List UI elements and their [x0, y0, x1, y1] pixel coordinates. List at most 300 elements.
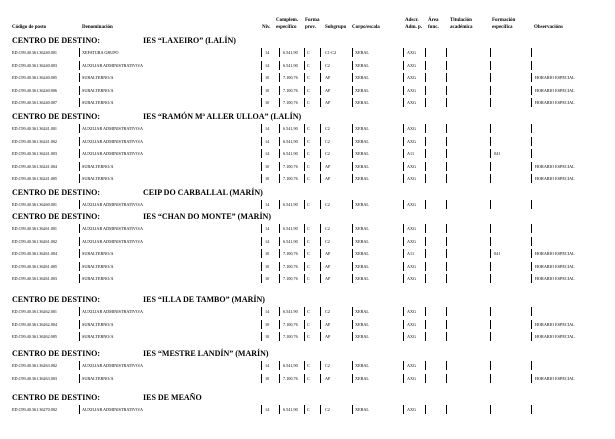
- header-codigo: Código de posto: [12, 25, 47, 30]
- observacions-cell: HORARIO ESPECIAL: [535, 263, 575, 269]
- column-divider: [403, 162, 404, 171]
- column-divider: [425, 86, 426, 95]
- table-row: [0, 61, 615, 70]
- column-divider: [403, 48, 404, 57]
- column-divider: [320, 61, 321, 70]
- corpo-cell: XERAL: [355, 176, 369, 181]
- corpo-cell: XERAL: [355, 321, 369, 327]
- column-divider: [261, 262, 262, 271]
- column-divider: [79, 405, 80, 414]
- column-divider: [320, 224, 321, 233]
- column-divider: [261, 124, 262, 133]
- column-divider: [352, 320, 353, 329]
- column-divider: [490, 73, 491, 82]
- codigo-cell: ED.C99.40.361.36240.003: [12, 62, 58, 68]
- column-divider: [531, 361, 532, 370]
- complem-cell: 6.541,90: [283, 363, 298, 368]
- corpo-cell: XERAL: [355, 375, 369, 381]
- column-divider: [352, 174, 353, 183]
- corpo-cell: XERAL: [355, 263, 369, 269]
- forma-cell: C: [307, 138, 310, 144]
- subgrupo-cell: AP: [325, 75, 331, 80]
- forma-cell: C: [307, 363, 310, 368]
- center-name: IES “RAMÓN Mª ALLER ULLOA” (LALÍN): [143, 112, 302, 121]
- adscr-cell: AXG: [407, 75, 417, 80]
- column-divider: [403, 73, 404, 82]
- column-divider: [279, 174, 280, 183]
- column-divider: [446, 274, 447, 283]
- column-divider: [403, 200, 404, 209]
- column-divider: [446, 237, 447, 246]
- codigo-cell: ED.C99.40.361.36262.004: [12, 321, 58, 327]
- column-divider: [352, 98, 353, 107]
- center-name: IES “LAXEIRO” (LALÍN): [143, 36, 236, 45]
- subgrupo-cell: AP: [325, 276, 331, 281]
- column-divider: [79, 124, 80, 133]
- column-divider: [446, 200, 447, 209]
- column-divider: [304, 274, 305, 283]
- table-row: [0, 405, 615, 414]
- complem-cell: 7.100,76: [283, 263, 298, 269]
- observacions-cell: HORARIO ESPECIAL: [535, 334, 575, 339]
- adscr-cell: A11: [407, 251, 415, 256]
- column-divider: [304, 124, 305, 133]
- complem-cell: 7.100,76: [283, 87, 298, 93]
- column-divider: [490, 320, 491, 329]
- nivel-cell: 14: [265, 407, 270, 412]
- header-adscr: Adscr.: [405, 18, 419, 23]
- column-divider: [425, 405, 426, 414]
- column-divider: [79, 320, 80, 329]
- observacions-cell: HORARIO ESPECIAL: [535, 100, 575, 105]
- nivel-cell: 14: [265, 226, 270, 231]
- column-divider: [320, 405, 321, 414]
- complem-cell: 7.100,76: [283, 321, 298, 327]
- codigo-cell: ED.C99.40.361.36261.001: [12, 226, 58, 231]
- adscr-cell: AXG: [407, 100, 417, 105]
- nivel-cell: 14: [265, 62, 270, 68]
- table-row: [0, 320, 615, 329]
- column-divider: [425, 332, 426, 341]
- adscr-cell: AXG: [407, 163, 417, 169]
- column-divider: [261, 162, 262, 171]
- column-divider: [531, 98, 532, 107]
- formacion-cell: 041: [494, 251, 501, 256]
- denominacion-cell: SUBALTERNO/A: [82, 100, 114, 105]
- column-divider: [446, 174, 447, 183]
- column-divider: [320, 320, 321, 329]
- column-divider: [352, 86, 353, 95]
- column-divider: [352, 361, 353, 370]
- center-name: IES DE MEAÑO: [143, 393, 202, 402]
- column-divider: [490, 61, 491, 70]
- column-divider: [304, 48, 305, 57]
- complem-cell: 6.541,90: [283, 309, 298, 314]
- denominacion-cell: AUXILIAR ADMINISTRATIVO/A: [82, 238, 144, 244]
- column-divider: [490, 224, 491, 233]
- subgrupo-cell: AP: [325, 321, 331, 327]
- column-divider: [279, 361, 280, 370]
- codigo-cell: ED.C99.40.361.36241.001: [12, 126, 58, 131]
- column-divider: [446, 249, 447, 258]
- table-row: [0, 332, 615, 341]
- column-divider: [531, 405, 532, 414]
- column-divider: [490, 149, 491, 158]
- column-divider: [279, 73, 280, 82]
- column-divider: [446, 361, 447, 370]
- table-row: [0, 249, 615, 258]
- codigo-cell: ED.C99.40.361.36261.003: [12, 276, 58, 281]
- corpo-cell: XERAL: [355, 151, 369, 156]
- column-divider: [446, 405, 447, 414]
- nivel-cell: 14: [265, 309, 270, 314]
- table-row: [0, 307, 615, 316]
- column-divider: [304, 174, 305, 183]
- column-divider: [79, 200, 80, 209]
- column-divider: [279, 405, 280, 414]
- forma-cell: C: [307, 276, 310, 281]
- denominacion-cell: AUXILIAR ADMINISTRATIVO/A: [82, 407, 144, 412]
- subgrupo-cell: AP: [325, 334, 331, 339]
- column-divider: [490, 237, 491, 246]
- column-divider: [320, 274, 321, 283]
- complem-cell: 6.541,90: [283, 151, 298, 156]
- column-divider: [304, 361, 305, 370]
- column-divider: [490, 274, 491, 283]
- center-label: CENTRO DE DESTINO:: [12, 295, 101, 304]
- nivel-cell: 10: [265, 163, 270, 169]
- subgrupo-cell: AP: [325, 375, 331, 381]
- column-divider: [403, 86, 404, 95]
- denominacion-cell: AUXILIAR ADMINISTRATIVO/A: [82, 363, 144, 368]
- column-divider: [352, 274, 353, 283]
- header-nivel: Niv.: [262, 25, 271, 30]
- column-divider: [490, 124, 491, 133]
- codigo-cell: ED.C99.40.361.36263.003: [12, 375, 58, 381]
- nivel-cell: 14: [265, 126, 270, 131]
- observacions-cell: HORARIO ESPECIAL: [535, 75, 575, 80]
- column-divider: [320, 262, 321, 271]
- column-divider: [352, 249, 353, 258]
- complem-cell: 6.541,90: [283, 62, 298, 68]
- denominacion-cell: SUBALTERNO/A: [82, 75, 114, 80]
- corpo-cell: XERAL: [355, 202, 369, 207]
- column-divider: [352, 307, 353, 316]
- column-divider: [304, 237, 305, 246]
- column-divider: [425, 98, 426, 107]
- column-divider: [304, 320, 305, 329]
- adscr-cell: AXG: [407, 407, 417, 412]
- column-divider: [403, 124, 404, 133]
- column-divider: [261, 274, 262, 283]
- complem-cell: 6.541,90: [283, 126, 298, 131]
- column-divider: [403, 98, 404, 107]
- column-divider: [531, 174, 532, 183]
- column-divider: [531, 86, 532, 95]
- column-divider: [304, 86, 305, 95]
- corpo-cell: XERAL: [355, 251, 369, 256]
- center-label: CENTRO DE DESTINO:: [12, 393, 101, 402]
- table-row: [0, 86, 615, 95]
- column-divider: [531, 274, 532, 283]
- corpo-cell: XERAL: [355, 309, 369, 314]
- column-divider: [425, 262, 426, 271]
- column-divider: [446, 86, 447, 95]
- corpo-cell: XERAL: [355, 163, 369, 169]
- table-row: [0, 274, 615, 283]
- nivel-cell: 10: [265, 176, 270, 181]
- header-forma: Forma: [305, 18, 320, 23]
- column-divider: [352, 332, 353, 341]
- column-divider: [261, 332, 262, 341]
- denominacion-cell: AUXILIAR ADMINISTRATIVO/A: [82, 138, 144, 144]
- codigo-cell: ED.C99.40.361.36261.005: [12, 263, 58, 269]
- forma-cell: C: [307, 75, 310, 80]
- column-divider: [320, 137, 321, 146]
- corpo-cell: XERAL: [355, 276, 369, 281]
- adscr-cell: AXG: [407, 375, 417, 381]
- column-divider: [279, 262, 280, 271]
- column-divider: [446, 73, 447, 82]
- column-divider: [531, 124, 532, 133]
- header-adm: Adm. p.: [405, 25, 423, 30]
- forma-cell: C: [307, 87, 310, 93]
- forma-cell: C: [307, 62, 310, 68]
- nivel-cell: 10: [265, 75, 270, 80]
- column-divider: [79, 149, 80, 158]
- column-divider: [279, 162, 280, 171]
- column-divider: [490, 332, 491, 341]
- column-divider: [320, 332, 321, 341]
- header-titulacion: Titulación: [450, 18, 472, 23]
- column-divider: [261, 48, 262, 57]
- corpo-cell: XERAL: [355, 363, 369, 368]
- column-divider: [320, 237, 321, 246]
- column-divider: [531, 200, 532, 209]
- adscr-cell: AXG: [407, 309, 417, 314]
- column-divider: [490, 361, 491, 370]
- header-denominacion: Denominación: [82, 25, 113, 30]
- table-row: [0, 149, 615, 158]
- column-divider: [490, 405, 491, 414]
- codigo-cell: ED.C99.40.361.36270.002: [12, 407, 58, 412]
- table-row: [0, 124, 615, 133]
- column-divider: [490, 162, 491, 171]
- forma-cell: C: [307, 202, 310, 207]
- column-divider: [352, 262, 353, 271]
- column-divider: [352, 124, 353, 133]
- column-divider: [320, 200, 321, 209]
- center-label: CENTRO DE DESTINO:: [12, 212, 101, 221]
- center-label: CENTRO DE DESTINO:: [12, 349, 101, 358]
- nivel-cell: 10: [265, 334, 270, 339]
- codigo-cell: ED.C99.40.361.36240.001: [12, 50, 58, 55]
- header-subgrupo: Subgrupo: [325, 25, 347, 30]
- adscr-cell: AXG: [407, 62, 417, 68]
- header-academica: académica: [450, 25, 473, 30]
- header-especifico: específico: [276, 25, 297, 30]
- nivel-cell: 10: [265, 100, 270, 105]
- column-divider: [425, 61, 426, 70]
- adscr-cell: A11: [407, 151, 415, 156]
- column-divider: [79, 361, 80, 370]
- corpo-cell: XERAL: [355, 50, 369, 55]
- column-divider: [446, 137, 447, 146]
- denominacion-cell: AUXILIAR ADMINISTRATIVO/A: [82, 202, 144, 207]
- column-divider: [425, 162, 426, 171]
- column-divider: [304, 262, 305, 271]
- adscr-cell: AXG: [407, 126, 417, 131]
- observacions-cell: HORARIO ESPECIAL: [535, 321, 575, 327]
- column-divider: [352, 48, 353, 57]
- denominacion-cell: AUXILIAR ADMINISTRATIVO/A: [82, 309, 144, 314]
- column-divider: [403, 174, 404, 183]
- column-divider: [425, 200, 426, 209]
- column-divider: [531, 320, 532, 329]
- column-divider: [279, 332, 280, 341]
- subgrupo-cell: AP: [325, 263, 331, 269]
- column-divider: [261, 361, 262, 370]
- column-divider: [531, 61, 532, 70]
- corpo-cell: XERAL: [355, 100, 369, 105]
- forma-cell: C: [307, 375, 310, 381]
- complem-cell: 7.100,76: [283, 334, 298, 339]
- adscr-cell: AXG: [407, 87, 417, 93]
- forma-cell: C: [307, 226, 310, 231]
- codigo-cell: ED.C99.40.361.36240.007: [12, 100, 58, 105]
- column-divider: [279, 137, 280, 146]
- denominacion-cell: SUBALTERNO/A: [82, 375, 114, 381]
- complem-cell: 7.100,76: [283, 375, 298, 381]
- column-divider: [490, 174, 491, 183]
- table-row: [0, 361, 615, 370]
- adscr-cell: AXG: [407, 334, 417, 339]
- column-divider: [304, 374, 305, 383]
- codigo-cell: ED.C99.40.361.36240.005: [12, 75, 58, 80]
- subgrupo-cell: C2: [325, 238, 330, 244]
- adscr-cell: AXG: [407, 226, 417, 231]
- forma-cell: C: [307, 334, 310, 339]
- column-divider: [352, 374, 353, 383]
- column-divider: [279, 48, 280, 57]
- column-divider: [446, 320, 447, 329]
- observacions-cell: HORARIO ESPECIAL: [535, 163, 575, 169]
- column-divider: [531, 262, 532, 271]
- adscr-cell: AXG: [407, 276, 417, 281]
- header-complem: Complem.: [276, 18, 299, 23]
- column-divider: [320, 307, 321, 316]
- column-divider: [261, 224, 262, 233]
- column-divider: [446, 307, 447, 316]
- complem-cell: 7.100,76: [283, 75, 298, 80]
- column-divider: [403, 61, 404, 70]
- column-divider: [446, 98, 447, 107]
- center-label: CENTRO DE DESTINO:: [12, 112, 101, 121]
- subgrupo-cell: C1-C2: [325, 50, 337, 55]
- column-divider: [425, 137, 426, 146]
- center-name: IES “CHAN DO MONTE” (MARÍN): [143, 212, 271, 221]
- column-divider: [79, 48, 80, 57]
- column-divider: [531, 249, 532, 258]
- column-divider: [79, 224, 80, 233]
- nivel-cell: 14: [265, 363, 270, 368]
- column-divider: [261, 86, 262, 95]
- complem-cell: 6.541,90: [283, 50, 298, 55]
- observacions-cell: HORARIO ESPECIAL: [535, 375, 575, 381]
- column-divider: [531, 374, 532, 383]
- column-divider: [531, 162, 532, 171]
- codigo-cell: ED.C99.40.361.36262.005: [12, 334, 58, 339]
- header-corpo: Corpo/escala: [352, 25, 380, 30]
- column-divider: [425, 48, 426, 57]
- column-divider: [403, 332, 404, 341]
- column-divider: [403, 374, 404, 383]
- corpo-cell: XERAL: [355, 138, 369, 144]
- column-divider: [79, 237, 80, 246]
- codigo-cell: ED.C99.40.361.36260.001: [12, 202, 58, 207]
- denominacion-cell: SUBALTERNO/A: [82, 87, 114, 93]
- center-name: CEIP DO CARBALLAL (MARÍN): [143, 188, 263, 197]
- table-row: [0, 262, 615, 271]
- complem-cell: 7.100,76: [283, 163, 298, 169]
- nivel-cell: 14: [265, 238, 270, 244]
- observacions-cell: HORARIO ESPECIAL: [535, 276, 575, 281]
- column-divider: [446, 262, 447, 271]
- column-divider: [531, 48, 532, 57]
- adscr-cell: AXG: [407, 202, 417, 207]
- adscr-cell: AXG: [407, 263, 417, 269]
- column-divider: [425, 320, 426, 329]
- column-divider: [403, 361, 404, 370]
- nivel-cell: 10: [265, 276, 270, 281]
- center-name: IES “MESTRE LANDÍN” (MARÍN): [143, 349, 269, 358]
- complem-cell: 6.541,90: [283, 138, 298, 144]
- complem-cell: 7.100,76: [283, 276, 298, 281]
- codigo-cell: ED.C99.40.361.36241.003: [12, 151, 58, 156]
- column-divider: [261, 237, 262, 246]
- column-divider: [261, 405, 262, 414]
- column-divider: [79, 332, 80, 341]
- table-row: [0, 224, 615, 233]
- subgrupo-cell: AP: [325, 163, 331, 169]
- forma-cell: C: [307, 407, 310, 412]
- column-divider: [79, 274, 80, 283]
- column-divider: [425, 224, 426, 233]
- column-divider: [279, 374, 280, 383]
- column-divider: [79, 61, 80, 70]
- column-divider: [403, 307, 404, 316]
- column-divider: [531, 73, 532, 82]
- column-divider: [352, 405, 353, 414]
- column-divider: [304, 61, 305, 70]
- column-divider: [403, 237, 404, 246]
- column-divider: [425, 237, 426, 246]
- column-divider: [279, 307, 280, 316]
- column-divider: [403, 274, 404, 283]
- column-divider: [531, 149, 532, 158]
- center-label: CENTRO DE DESTINO:: [12, 188, 101, 197]
- column-divider: [352, 61, 353, 70]
- corpo-cell: XERAL: [355, 407, 369, 412]
- center-label: CENTRO DE DESTINO:: [12, 36, 101, 45]
- adscr-cell: AXG: [407, 176, 417, 181]
- table-row: [0, 162, 615, 171]
- column-divider: [320, 124, 321, 133]
- denominacion-cell: SUBALTERNO/A: [82, 251, 114, 256]
- table-row: [0, 137, 615, 146]
- column-divider: [490, 86, 491, 95]
- column-divider: [261, 61, 262, 70]
